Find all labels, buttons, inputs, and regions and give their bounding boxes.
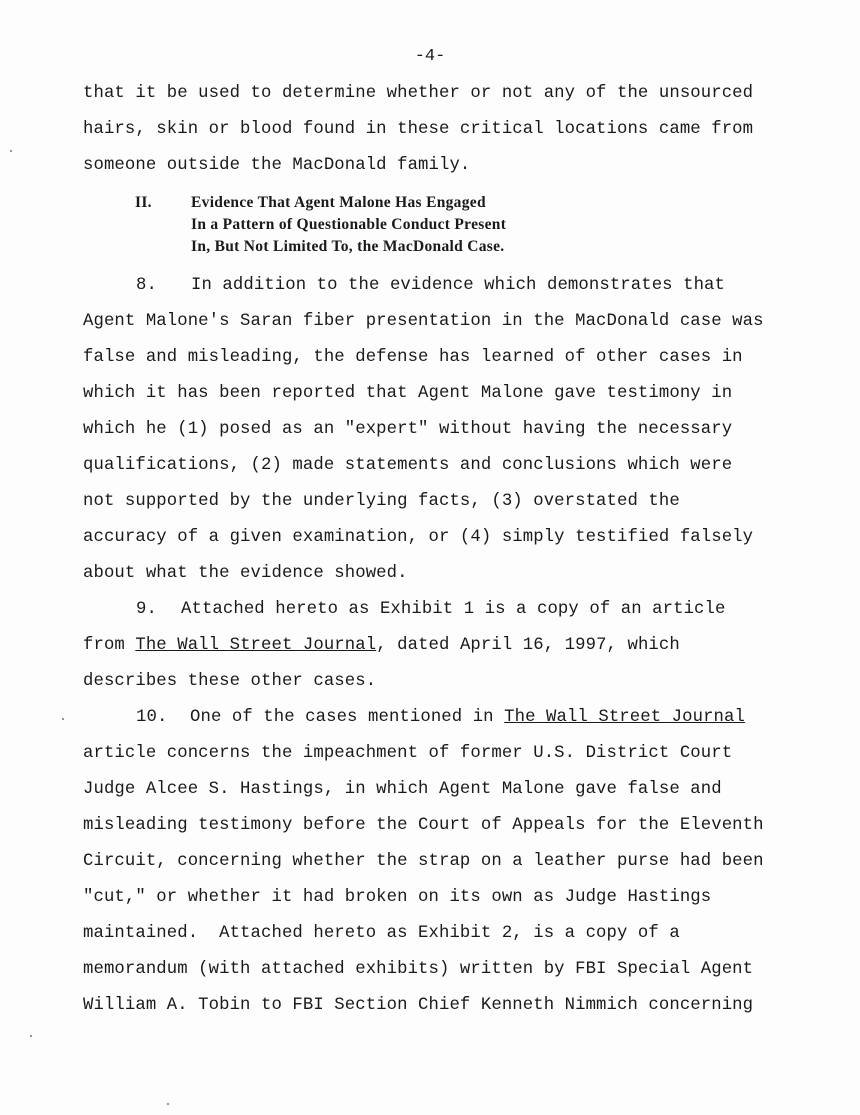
- text-line: Agent Malone's Saran fiber presentation in the MacDonald case was: [83, 312, 764, 331]
- text-line: qualifications, (2) made statements and conclusions which were: [83, 456, 733, 475]
- scan-speck: [62, 718, 64, 720]
- heading-line: In, But Not Limited To, the MacDonald Case.: [191, 238, 505, 255]
- text-line: not supported by the underlying facts, (3) overstated the: [83, 492, 680, 511]
- text-line: misleading testimony before the Court of Appeals for the Eleventh: [83, 816, 764, 835]
- paragraph-number: 8.: [136, 276, 157, 295]
- heading-line: In a Pattern of Questionable Conduct Present: [191, 216, 507, 233]
- text-span: , dated April 16, 1997, which: [376, 636, 680, 655]
- text-line: accuracy of a given examination, or (4) simply testified falsely: [83, 528, 754, 547]
- text-line: In addition to the evidence which demonstrates that: [191, 276, 725, 295]
- text-line: describes these other cases.: [83, 672, 377, 691]
- scan-speck: [10, 150, 12, 152]
- publication-title: The Wall Street Journal: [135, 636, 377, 655]
- text-line: that it be used to determine whether or not any of the unsourced: [83, 84, 754, 103]
- text-line: Judge Alcee S. Hastings, in which Agent Malone gave false and: [83, 780, 722, 799]
- scan-speck: [30, 1035, 32, 1037]
- text-line: article concerns the impeachment of former U.S. District Court: [83, 744, 733, 763]
- text-line: false and misleading, the defense has learned of other cases in: [83, 348, 743, 367]
- scan-speck: [167, 1103, 169, 1105]
- text-line: Attached hereto as Exhibit 1 is a copy of an article: [181, 600, 726, 619]
- text-line: maintained. Attached hereto as Exhibit 2, is a copy of a: [83, 924, 680, 943]
- text-line: Circuit, concerning whether the strap on a leather purse had been: [83, 852, 764, 871]
- paragraph-number: 10.: [136, 708, 168, 727]
- text-span: from: [83, 636, 136, 655]
- text-line: [190, 708, 745, 727]
- text-line: [83, 636, 680, 655]
- text-line: memorandum (with attached exhibits) written by FBI Special Agent: [83, 960, 754, 979]
- publication-title: The Wall Street Journal: [504, 708, 745, 727]
- section-numeral: II.: [135, 194, 152, 211]
- paragraph-number: 9.: [136, 600, 157, 619]
- text-line: which it has been reported that Agent Malone gave testimony in: [83, 384, 733, 403]
- text-line: William A. Tobin to FBI Section Chief Kenneth Nimmich concerning: [83, 996, 754, 1015]
- text-line: "cut," or whether it had broken on its own as Judge Hastings: [83, 888, 712, 907]
- text-span: One of the cases mentioned in: [190, 708, 505, 727]
- text-line: which he (1) posed as an "expert" without having the necessary: [83, 420, 733, 439]
- heading-line: Evidence That Agent Malone Has Engaged: [191, 194, 486, 211]
- text-line: someone outside the MacDonald family.: [83, 156, 471, 175]
- page-number: -4-: [414, 47, 446, 66]
- text-line: about what the evidence showed.: [83, 564, 408, 583]
- text-line: hairs, skin or blood found in these critical locations came from: [83, 120, 754, 139]
